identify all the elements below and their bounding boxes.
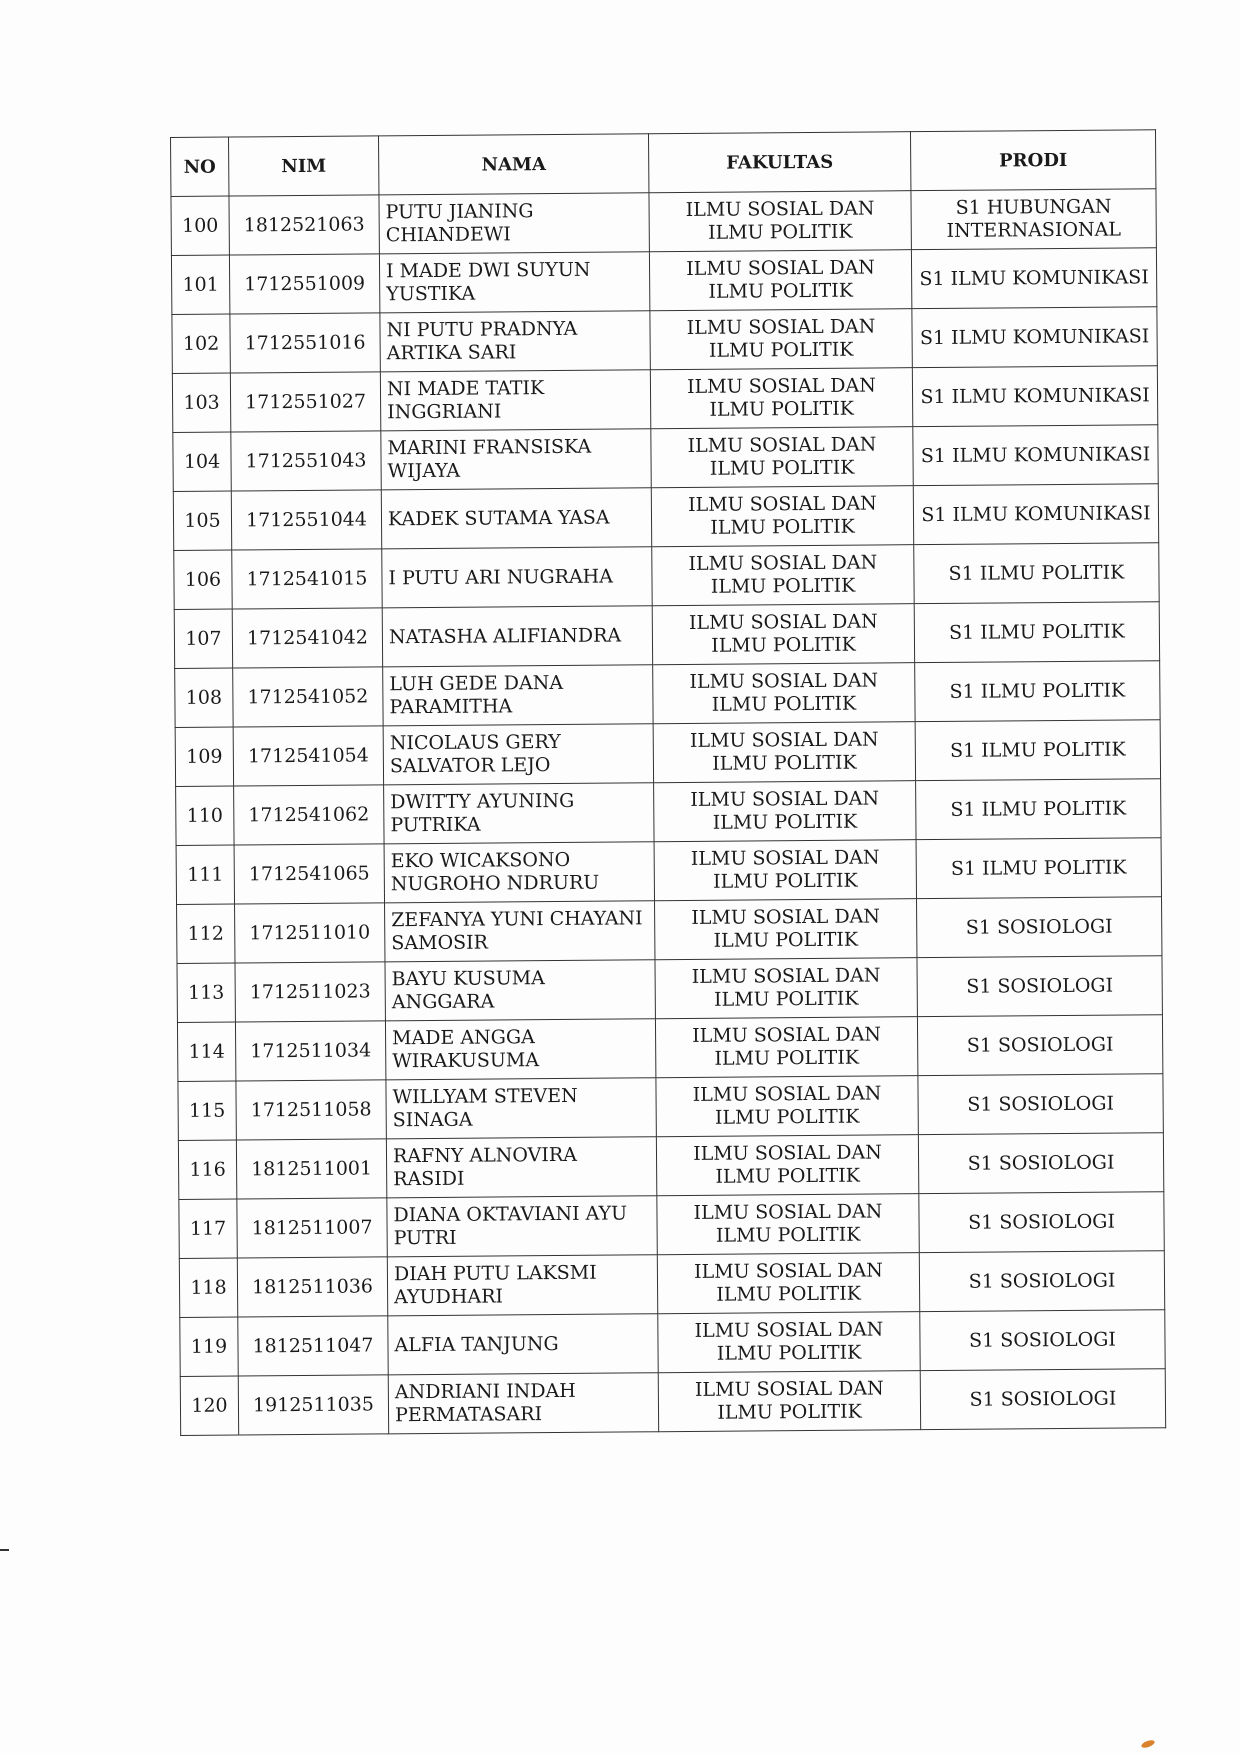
cell-nim: 1712511010: [235, 903, 385, 963]
cell-fakultas: ILMU SOSIAL DAN ILMU POLITIK: [652, 604, 914, 665]
cell-fakultas: ILMU SOSIAL DAN ILMU POLITIK: [650, 309, 912, 370]
cell-prodi: S1 SOSIOLOGI: [919, 1251, 1164, 1312]
cell-prodi: S1 ILMU POLITIK: [915, 661, 1160, 722]
table-row: [178, 1133, 1163, 1200]
cell-nim: 1812511036: [237, 1257, 387, 1317]
cell-nim: 1812511001: [236, 1139, 386, 1199]
margin-mark: [0, 1549, 9, 1551]
cell-fakultas: ILMU SOSIAL DAN ILMU POLITIK: [658, 1312, 920, 1373]
table-row: [171, 248, 1156, 315]
table-row: [175, 720, 1160, 787]
table-row: [178, 1074, 1163, 1141]
table-body: [171, 189, 1166, 1436]
table-row: [179, 1192, 1164, 1259]
cell-no: 107: [174, 609, 232, 668]
student-table: [170, 129, 1166, 1436]
cell-prodi: S1 ILMU POLITIK: [914, 602, 1159, 663]
table-row: [174, 602, 1159, 669]
cell-no: 119: [180, 1317, 238, 1376]
cell-fakultas: ILMU SOSIAL DAN ILMU POLITIK: [649, 250, 911, 311]
cell-fakultas: ILMU SOSIAL DAN ILMU POLITIK: [654, 840, 916, 901]
cell-nama: DWITTY AYUNING PUTRIKA: [384, 783, 654, 844]
cell-prodi: S1 ILMU KOMUNIKASI: [913, 484, 1158, 545]
cell-fakultas: ILMU SOSIAL DAN ILMU POLITIK: [655, 958, 917, 1019]
header-nama: NAMA: [378, 134, 648, 195]
cell-nim: 1712551009: [229, 254, 379, 314]
cell-nim: 1812511047: [238, 1316, 388, 1376]
cell-no: 104: [173, 432, 231, 491]
cell-no: 111: [176, 845, 234, 904]
cell-nama: PUTU JIANING CHIANDEWI: [379, 193, 649, 254]
cell-nama: WILLYAM STEVEN SINAGA: [386, 1078, 656, 1139]
cell-no: 120: [180, 1376, 238, 1435]
cell-fakultas: ILMU SOSIAL DAN ILMU POLITIK: [657, 1194, 919, 1255]
cell-fakultas: ILMU SOSIAL DAN ILMU POLITIK: [655, 1017, 917, 1078]
cell-fakultas: ILMU SOSIAL DAN ILMU POLITIK: [653, 722, 915, 783]
cell-prodi: S1 SOSIOLOGI: [920, 1310, 1165, 1371]
cell-fakultas: ILMU SOSIAL DAN ILMU POLITIK: [654, 781, 916, 842]
cell-nim: 1712511034: [235, 1021, 385, 1081]
cell-nama: BAYU KUSUMA ANGGARA: [385, 960, 655, 1021]
cell-nim: 1712511058: [236, 1080, 386, 1140]
cell-no: 101: [171, 255, 229, 314]
cell-prodi: S1 SOSIOLOGI: [920, 1369, 1165, 1430]
cell-fakultas: ILMU SOSIAL DAN ILMU POLITIK: [657, 1253, 919, 1314]
cell-nim: 1712541052: [233, 667, 383, 727]
cell-no: 108: [175, 668, 233, 727]
cell-prodi: S1 SOSIOLOGI: [917, 897, 1162, 958]
cell-nama: RAFNY ALNOVIRA RASIDI: [386, 1137, 656, 1198]
cell-nama: NI PUTU PRADNYA ARTIKA SARI: [380, 311, 650, 372]
cell-nim: 1712541015: [232, 549, 382, 609]
cell-prodi: S1 SOSIOLOGI: [919, 1192, 1164, 1253]
cell-prodi: S1 ILMU KOMUNIKASI: [912, 366, 1157, 427]
cell-nama: ZEFANYA YUNI CHAYANI SAMOSIR: [385, 901, 655, 962]
cell-no: 109: [175, 727, 233, 786]
cell-no: 116: [178, 1140, 236, 1199]
cell-fakultas: ILMU SOSIAL DAN ILMU POLITIK: [649, 191, 911, 252]
header-prodi: PRODI: [910, 130, 1155, 191]
cell-nama: ANDRIANI INDAH PERMATASARI: [388, 1373, 658, 1434]
cell-prodi: S1 SOSIOLOGI: [917, 1015, 1162, 1076]
cell-prodi: S1 ILMU KOMUNIKASI: [913, 425, 1158, 486]
table-row: [174, 543, 1159, 610]
table-row: [180, 1369, 1165, 1436]
cell-nama: NICOLAUS GERY SALVATOR LEJO: [383, 724, 653, 785]
cell-nama: I PUTU ARI NUGRAHA: [382, 547, 652, 608]
cell-no: 117: [179, 1199, 237, 1258]
cell-nim: 1712541042: [232, 608, 382, 668]
cell-nim: 1712551016: [230, 313, 380, 373]
cell-fakultas: ILMU SOSIAL DAN ILMU POLITIK: [655, 899, 917, 960]
header-nim: NIM: [229, 136, 379, 196]
cell-prodi: S1 SOSIOLOGI: [917, 956, 1162, 1017]
table-row: [180, 1310, 1165, 1377]
cell-no: 100: [171, 196, 229, 255]
cell-fakultas: ILMU SOSIAL DAN ILMU POLITIK: [650, 368, 912, 429]
table-row: [171, 189, 1156, 256]
table-row: [177, 1015, 1162, 1082]
table-row: [176, 838, 1161, 905]
table-row: [177, 956, 1162, 1023]
table-row: [173, 484, 1158, 551]
header-fakultas: FAKULTAS: [648, 132, 910, 193]
cell-fakultas: ILMU SOSIAL DAN ILMU POLITIK: [651, 427, 913, 488]
cell-no: 110: [176, 786, 234, 845]
cell-nim: 1712551044: [231, 490, 381, 550]
table-row: [173, 425, 1158, 492]
cell-no: 113: [177, 963, 235, 1022]
cell-nim: 1712541054: [233, 726, 383, 786]
cell-nim: 1712551027: [230, 372, 380, 432]
cell-nim: 1712541065: [234, 844, 384, 904]
cell-nama: NI MADE TATIK INGGRIANI: [380, 370, 650, 431]
cell-nim: 1812511007: [237, 1198, 387, 1258]
cell-prodi: S1 ILMU POLITIK: [915, 720, 1160, 781]
cell-prodi: S1 HUBUNGAN INTERNASIONAL: [911, 189, 1156, 250]
cell-nama: EKO WICAKSONO NUGROHO NDRURU: [384, 842, 654, 903]
cell-nama: DIANA OKTAVIANI AYU PUTRI: [387, 1196, 657, 1257]
cell-nama: LUH GEDE DANA PARAMITHA: [383, 665, 653, 726]
cell-no: 102: [172, 314, 230, 373]
cell-fakultas: ILMU SOSIAL DAN ILMU POLITIK: [653, 663, 915, 724]
cell-nim: 1712541062: [234, 785, 384, 845]
cell-fakultas: ILMU SOSIAL DAN ILMU POLITIK: [656, 1076, 918, 1137]
cell-prodi: S1 ILMU KOMUNIKASI: [911, 248, 1156, 309]
cell-fakultas: ILMU SOSIAL DAN ILMU POLITIK: [656, 1135, 918, 1196]
cell-prodi: S1 SOSIOLOGI: [918, 1133, 1163, 1194]
scan-speck: [1140, 1739, 1155, 1749]
table-header-row: [171, 130, 1156, 197]
cell-nama: MADE ANGGA WIRAKUSUMA: [385, 1019, 655, 1080]
table-row: [179, 1251, 1164, 1318]
cell-fakultas: ILMU SOSIAL DAN ILMU POLITIK: [652, 545, 914, 606]
cell-nim: 1712551043: [231, 431, 381, 491]
cell-prodi: S1 SOSIOLOGI: [918, 1074, 1163, 1135]
cell-no: 106: [174, 550, 232, 609]
cell-no: 115: [178, 1081, 236, 1140]
cell-nama: NATASHA ALIFIANDRA: [382, 606, 652, 667]
cell-prodi: S1 ILMU POLITIK: [916, 779, 1161, 840]
cell-no: 105: [173, 491, 231, 550]
cell-nama: KADEK SUTAMA YASA: [381, 488, 651, 549]
cell-nama: I MADE DWI SUYUN YUSTIKA: [379, 252, 649, 313]
cell-prodi: S1 ILMU POLITIK: [914, 543, 1159, 604]
cell-nim: 1912511035: [238, 1375, 388, 1435]
cell-no: 114: [177, 1022, 235, 1081]
table-row: [177, 897, 1162, 964]
cell-prodi: S1 ILMU KOMUNIKASI: [912, 307, 1157, 368]
cell-prodi: S1 ILMU POLITIK: [916, 838, 1161, 899]
cell-nama: ALFIA TANJUNG: [388, 1314, 658, 1375]
table-row: [176, 779, 1161, 846]
cell-nim: 1812521063: [229, 195, 379, 255]
cell-fakultas: ILMU SOSIAL DAN ILMU POLITIK: [651, 486, 913, 547]
cell-no: 103: [172, 373, 230, 432]
cell-no: 118: [179, 1258, 237, 1317]
header-no: NO: [171, 137, 229, 196]
table-row: [172, 307, 1157, 374]
cell-nama: MARINI FRANSISKA WIJAYA: [381, 429, 651, 490]
cell-nama: DIAH PUTU LAKSMI AYUDHARI: [387, 1255, 657, 1316]
table-row: [172, 366, 1157, 433]
cell-nim: 1712511023: [235, 962, 385, 1022]
cell-fakultas: ILMU SOSIAL DAN ILMU POLITIK: [658, 1371, 920, 1432]
cell-no: 112: [177, 904, 235, 963]
table-row: [175, 661, 1160, 728]
